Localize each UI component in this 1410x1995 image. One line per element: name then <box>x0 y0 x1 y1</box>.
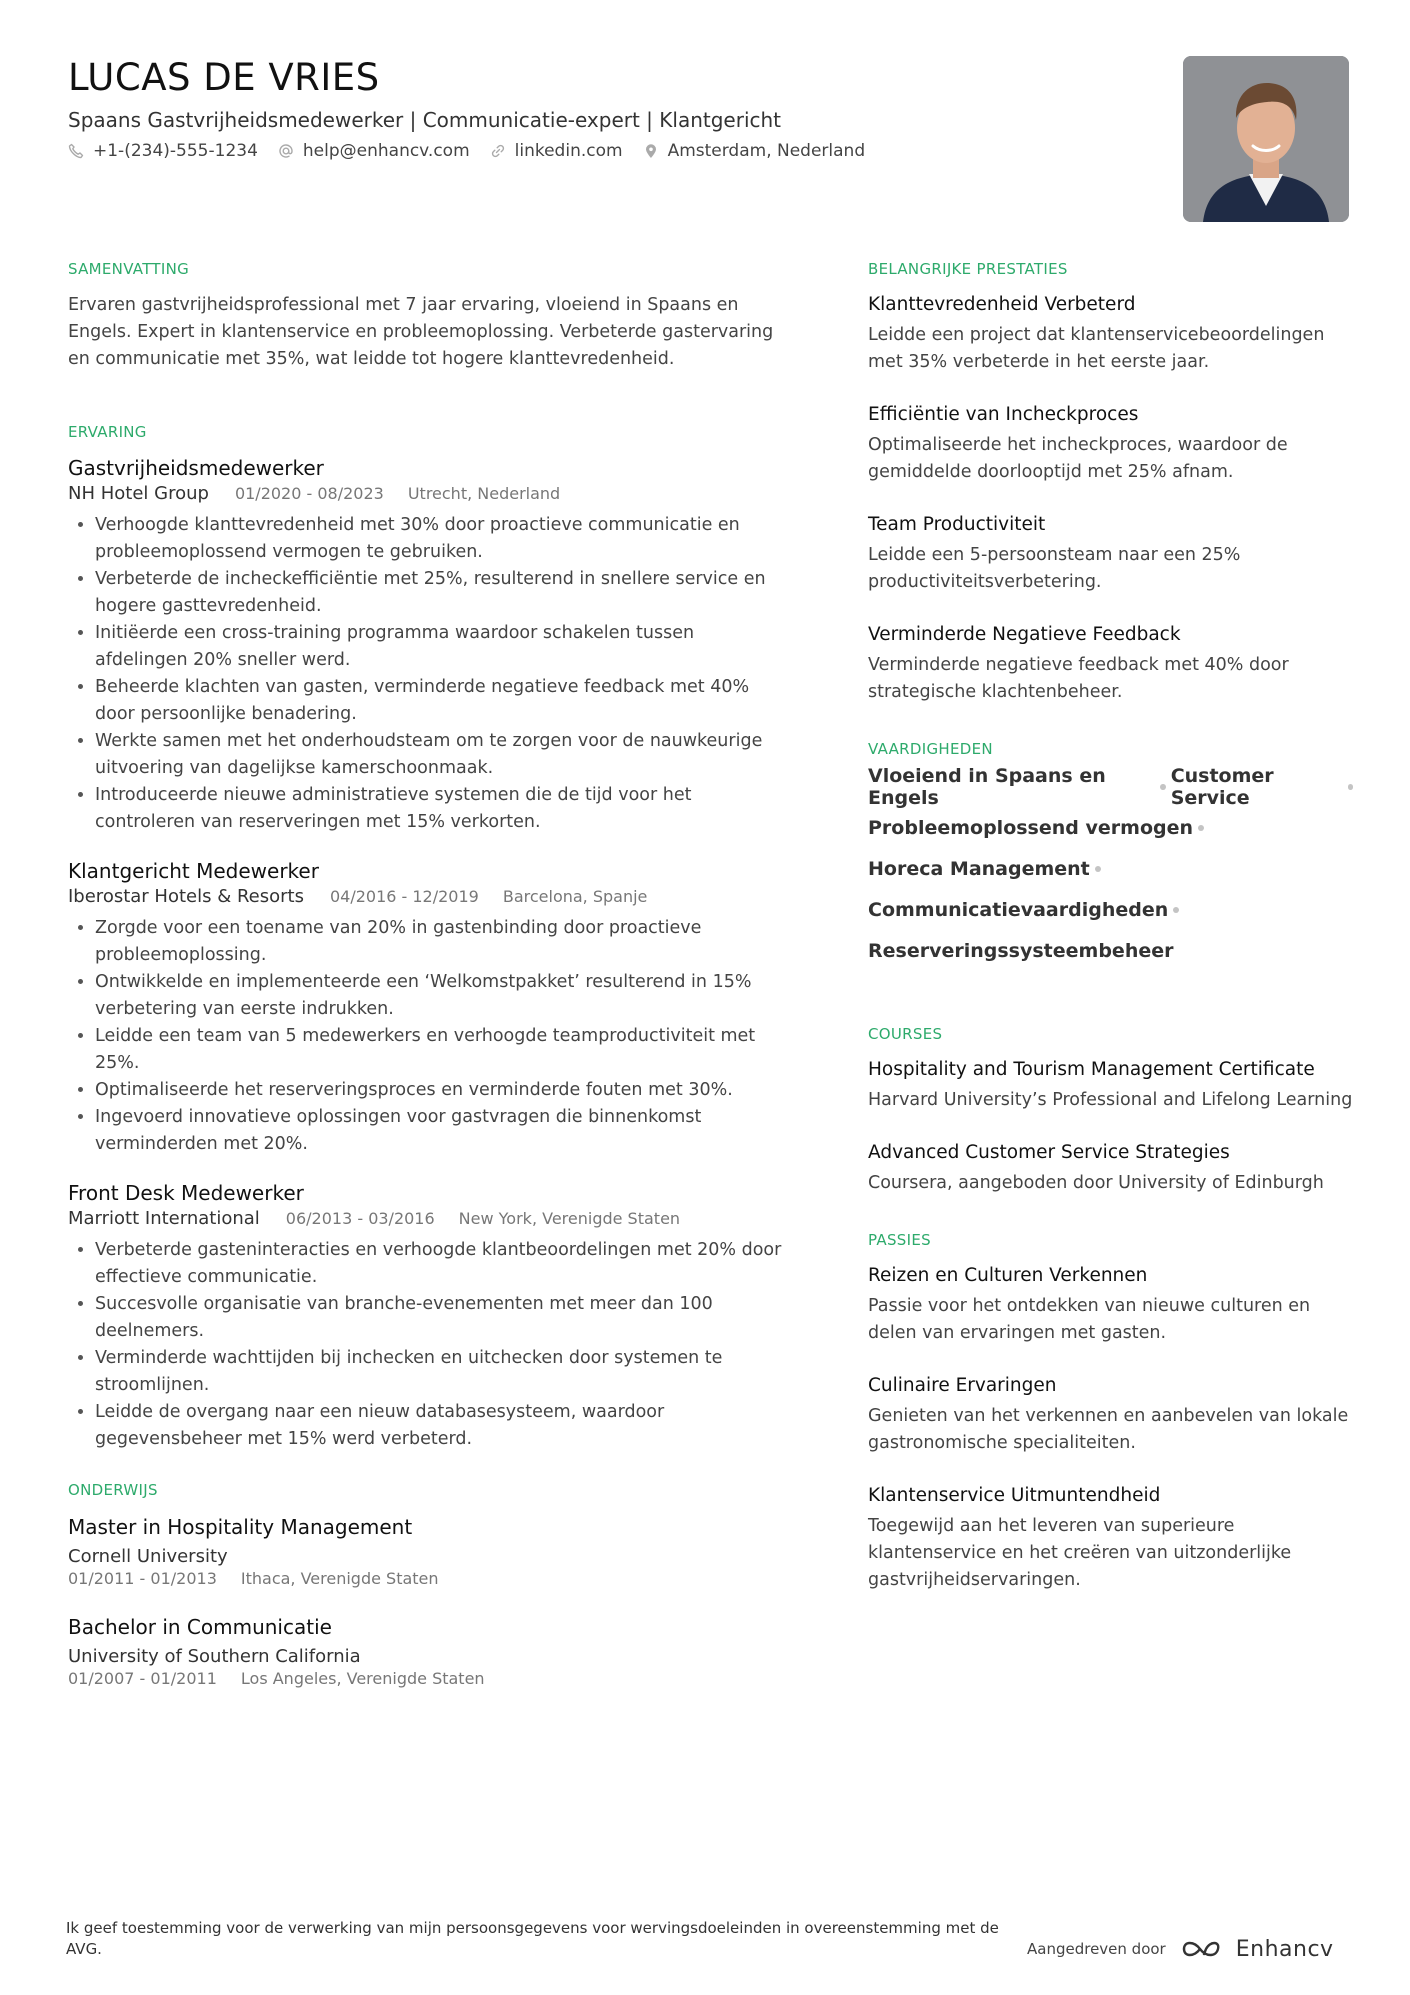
skill-tag: Horeca Management <box>868 857 1090 880</box>
summary-text: Ervaren gastvrijheidsprofessional met 7 jaar ervaring, vloeiend in Spaans en Engels. Expert in klantenservice en probleemoplossing. Verbeterde gastervaring en communicatie met 35%, wat leidde tot hogere klanttevredenheid. <box>68 295 774 369</box>
profile-photo <box>1183 56 1349 222</box>
experience-heading: ERVARING <box>68 423 147 441</box>
skills-heading: VAARDIGHEDEN <box>868 740 993 758</box>
job-bullet: • Verbeterde gasteninteracties en verhoogde klantbeoordelingen met 20% door effectieve communicatie. <box>95 1237 788 1291</box>
location-text: Amsterdam, Nederland <box>667 141 866 161</box>
job-bullet: • Succesvolle organisatie van branche-evenementen met meer dan 100 deelnemers. <box>95 1291 788 1345</box>
summary-heading: SAMENVATTING <box>68 260 190 278</box>
course-title: Hospitality and Tourism Management Certificate <box>868 1059 1315 1080</box>
right-column <box>868 260 1358 1628</box>
job-bullet: • Initiëerde een cross-training programma waardoor schakelen tussen afdelingen 20% sneller werd. <box>95 620 788 674</box>
passions-heading: PASSIES <box>868 1231 931 1249</box>
job-meta <box>68 884 788 909</box>
enhancv-brand: Enhancv <box>1235 1936 1334 1962</box>
school-name: University of Southern California <box>68 1646 361 1667</box>
skill-separator-dot <box>1198 825 1204 831</box>
job-bullet: • Zorgde voor een toename van 20% in gastenbinding door proactieve probleemoplossing. <box>95 915 788 969</box>
job-bullet: • Introduceerde nieuwe administratieve systemen die de tijd voor het controleren van reserveringen met 15% verkorten. <box>95 782 788 836</box>
education-location: Ithaca, Verenigde Staten <box>240 1569 439 1588</box>
passion-title: Culinaire Ervaringen <box>868 1375 1057 1396</box>
job-company: Marriott International <box>68 1208 260 1229</box>
enhancv-logo-icon <box>1180 1936 1228 1962</box>
job-bullet: • Leidde een team van 5 medewerkers en verhoogde teamproductiviteit met 25%. <box>95 1023 788 1077</box>
achievements-heading: BELANGRIJKE PRESTATIES <box>868 260 1068 278</box>
skill-tag: Customer Service <box>1170 764 1274 809</box>
job-dates: 06/2013 - 03/2016 <box>285 1209 435 1228</box>
passion-item <box>868 1373 1358 1457</box>
skill-row <box>868 936 1358 965</box>
job-company: Iberostar Hotels & Resorts <box>68 886 304 907</box>
education-dates: 01/2011 - 01/2013 <box>68 1569 217 1588</box>
achievement-text: Optimaliseerde het incheckproces, waardoor de gemiddelde doorlooptijd met 25% afnam. <box>868 435 1288 482</box>
skill-row <box>868 895 1358 924</box>
skill-separator-dot <box>1160 784 1165 790</box>
achievement-text: Leidde een project dat klantenservicebeoordelingen met 35% verbeterde in het eerste jaar. <box>868 325 1325 372</box>
gdpr-consent: Ik geef toestemming voor de verwerking van mijn persoonsgegevens voor wervingsdoeleinden in overeenstemming met de AVG. <box>66 1919 999 1958</box>
job-bullets <box>68 915 788 1158</box>
achievement-item <box>868 402 1358 486</box>
education-section <box>68 1481 788 1689</box>
achievements-section <box>868 260 1358 706</box>
course-title: Advanced Customer Service Strategies <box>868 1142 1230 1163</box>
skill-separator-dot <box>1348 784 1353 790</box>
headline: Spaans Gastvrijheidsmedewerker | Communicatie-expert | Klantgericht <box>68 108 782 132</box>
contact-email[interactable] <box>278 141 470 161</box>
passion-item <box>868 1483 1358 1594</box>
education-meta <box>68 1569 788 1589</box>
degree-title: Bachelor in Communicatie <box>68 1615 332 1639</box>
achievement-title: Efficiëntie van Incheckproces <box>868 404 1139 425</box>
achievement-title: Team Productiviteit <box>868 514 1046 535</box>
job-bullet: • Verhoogde klanttevredenheid met 30% door proactieve communicatie en probleemoplossend vermogen te gebruiken. <box>95 512 788 566</box>
education-meta <box>68 1669 788 1689</box>
courses-section <box>868 1025 1358 1197</box>
achievement-item <box>868 622 1358 706</box>
course-item <box>868 1057 1358 1114</box>
summary-section <box>68 260 788 373</box>
passions-section <box>868 1231 1358 1594</box>
course-item <box>868 1140 1358 1197</box>
job-dates: 04/2016 - 12/2019 <box>329 887 479 906</box>
passion-title: Klantenservice Uitmuntendheid <box>868 1485 1161 1506</box>
job-bullet: • Werkte samen met het onderhoudsteam om te zorgen voor de nauwkeurige uitvoering van dagelijkse kamerschoonmaak. <box>95 728 788 782</box>
skill-tag: Vloeiend in Spaans en Engels <box>868 764 1106 809</box>
job-meta <box>68 1206 788 1231</box>
skills-section <box>868 740 1358 965</box>
skill-tag: Communicatievaardigheden <box>868 898 1169 921</box>
job-entry <box>68 1180 788 1453</box>
passion-text: Toegewijd aan het leveren van superieure klantenservice en het creëren van uitzonderlijke gastvrijheidservaringen. <box>868 1516 1292 1590</box>
courses-heading: COURSES <box>868 1025 943 1043</box>
job-entry <box>68 455 788 836</box>
contact-phone[interactable] <box>68 141 258 161</box>
degree-title: Master in Hospitality Management <box>68 1515 413 1539</box>
job-title: Gastvrijheidsmedewerker <box>68 456 324 480</box>
education-heading: ONDERWIJS <box>68 1481 158 1499</box>
skill-tag: Reserveringssysteembeheer <box>868 939 1174 962</box>
link-icon <box>490 143 506 159</box>
job-dates: 01/2020 - 08/2023 <box>234 484 384 503</box>
passion-title: Reizen en Culturen Verkennen <box>868 1265 1148 1286</box>
job-location: Barcelona, Spanje <box>502 887 648 906</box>
experience-section <box>68 423 788 1453</box>
powered-by[interactable] <box>1027 1936 1334 1962</box>
phone-icon <box>68 143 84 159</box>
course-provider: Coursera, aangeboden door University of Edinburgh <box>868 1173 1324 1193</box>
achievement-item <box>868 512 1358 596</box>
linkedin-text: linkedin.com <box>514 141 623 161</box>
job-bullet: • Ontwikkelde en implementeerde een ‘Welkomstpakket’ resulterend in 15% verbetering van eerste indrukken. <box>95 969 788 1023</box>
job-location: Utrecht, Nederland <box>407 484 561 503</box>
left-column <box>68 260 788 1713</box>
job-company: NH Hotel Group <box>68 483 209 504</box>
email-text: help@enhancv.com <box>302 141 470 161</box>
passion-text: Genieten van het verkennen en aanbevelen van lokale gastronomische specialiteiten. <box>868 1406 1349 1453</box>
course-provider: Harvard University’s Professional and Lifelong Learning <box>868 1090 1353 1110</box>
location-pin-icon <box>643 143 659 159</box>
achievement-title: Verminderde Negatieve Feedback <box>868 624 1181 645</box>
contact-linkedin[interactable] <box>490 141 623 161</box>
job-bullets <box>68 512 788 836</box>
education-entry <box>68 1513 788 1589</box>
at-icon <box>278 143 294 159</box>
job-bullet: • Beheerde klachten van gasten, verminderde negatieve feedback met 40% door persoonlijke benadering. <box>95 674 788 728</box>
job-bullet: • Ingevoerd innovatieve oplossingen voor gastvragen die binnenkomst verminderden met 20%. <box>95 1104 788 1158</box>
achievement-title: Klanttevredenheid Verbeterd <box>868 294 1136 315</box>
education-dates: 01/2007 - 01/2011 <box>68 1669 217 1688</box>
achievement-text: Leidde een 5-persoonsteam naar een 25% productiviteitsverbetering. <box>868 545 1241 592</box>
job-entry <box>68 858 788 1158</box>
job-title: Front Desk Medewerker <box>68 1181 304 1205</box>
job-bullet: • Leidde de overgang naar een nieuw databasesysteem, waardoor gegevensbeheer met 15% werd verbeterd. <box>95 1399 788 1453</box>
skill-tag: Probleemoplossend vermogen <box>868 816 1194 839</box>
achievement-text: Verminderde negatieve feedback met 40% door strategische klachtenbeheer. <box>868 655 1289 702</box>
powered-by-label: Aangedreven door <box>1027 1940 1166 1958</box>
skill-row <box>868 764 1358 809</box>
job-title: Klantgericht Medewerker <box>68 859 319 883</box>
education-location: Los Angeles, Verenigde Staten <box>240 1669 485 1688</box>
passion-text: Passie voor het ontdekken van nieuwe culturen en delen van ervaringen met gasten. <box>868 1296 1311 1343</box>
skill-row <box>868 854 1358 883</box>
skill-row <box>868 813 1358 842</box>
contact-bar <box>68 141 885 161</box>
education-entry <box>68 1613 788 1689</box>
job-location: New York, Verenigde Staten <box>458 1209 681 1228</box>
job-meta <box>68 481 788 506</box>
job-bullets <box>68 1237 788 1453</box>
passion-item <box>868 1263 1358 1347</box>
achievement-item <box>868 292 1358 376</box>
candidate-name: LUCAS DE VRIES <box>68 56 380 99</box>
contact-location <box>643 141 866 161</box>
school-name: Cornell University <box>68 1546 228 1567</box>
skill-separator-dot <box>1095 866 1101 872</box>
job-bullet: • Verbeterde de incheckefficiëntie met 25%, resulterend in snellere service en hogere gasttevredenheid. <box>95 566 788 620</box>
job-bullet: • Optimaliseerde het reserveringsproces en verminderde fouten met 30%. <box>95 1077 788 1104</box>
skill-separator-dot <box>1173 907 1179 913</box>
phone-text: +1-(234)-555-1234 <box>93 141 258 161</box>
job-bullet: • Verminderde wachttijden bij inchecken en uitchecken door systemen te stroomlijnen. <box>95 1345 788 1399</box>
